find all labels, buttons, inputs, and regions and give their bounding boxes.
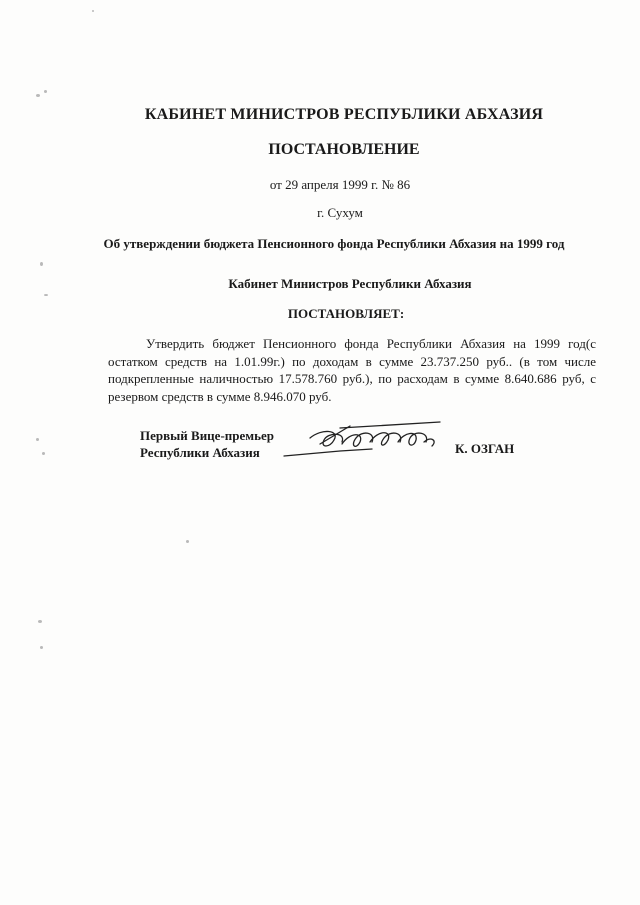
scan-speck	[40, 646, 43, 649]
handwritten-signature	[280, 418, 450, 462]
signer-title-line2: Республики Абхазия	[140, 445, 260, 460]
scan-speck	[92, 10, 94, 12]
scan-speck	[44, 90, 47, 93]
signer-title	[140, 427, 274, 461]
scan-speck	[36, 94, 40, 97]
date-line: от 29 апреля 1999 г. № 86	[269, 177, 411, 192]
scan-speck	[186, 540, 189, 543]
issuer-line: Кабинет Министров Республики Абхазия	[228, 276, 472, 291]
resolution-body: Утвердить бюджет Пенсионного фонда Республики Абхазия на 1999 год(с остатком средств на 1.01.99г.) по доходам в сумме 23.737.250 руб.. (в том числе подкрепленные наличностью 17.578.760 руб.), по расходам в сумме 8.640.686 руб, с резервом средств в сумме 8.946.070 руб.	[108, 336, 596, 404]
scan-speck	[42, 452, 45, 455]
resolves-line: ПОСТАНОВЛЯЕТ:	[287, 306, 405, 321]
scan-speck	[40, 262, 43, 266]
issuer-heading: КАБИНЕТ МИНИСТРОВ РЕСПУБЛИКИ АБХАЗИЯ	[144, 106, 544, 123]
signer-name: К. ОЗГАН	[455, 441, 515, 456]
subject-line: Об утверждении бюджета Пенсионного фонда Республики Абхазия на 1999 год	[103, 236, 565, 251]
scan-speck	[38, 620, 42, 623]
signer-title-line1: Первый Вице-премьер	[140, 428, 274, 443]
scan-speck	[44, 294, 48, 296]
city-line: г. Сухум	[317, 205, 363, 220]
scan-speck	[36, 438, 39, 441]
document-type: ПОСТАНОВЛЕНИЕ	[268, 141, 420, 158]
